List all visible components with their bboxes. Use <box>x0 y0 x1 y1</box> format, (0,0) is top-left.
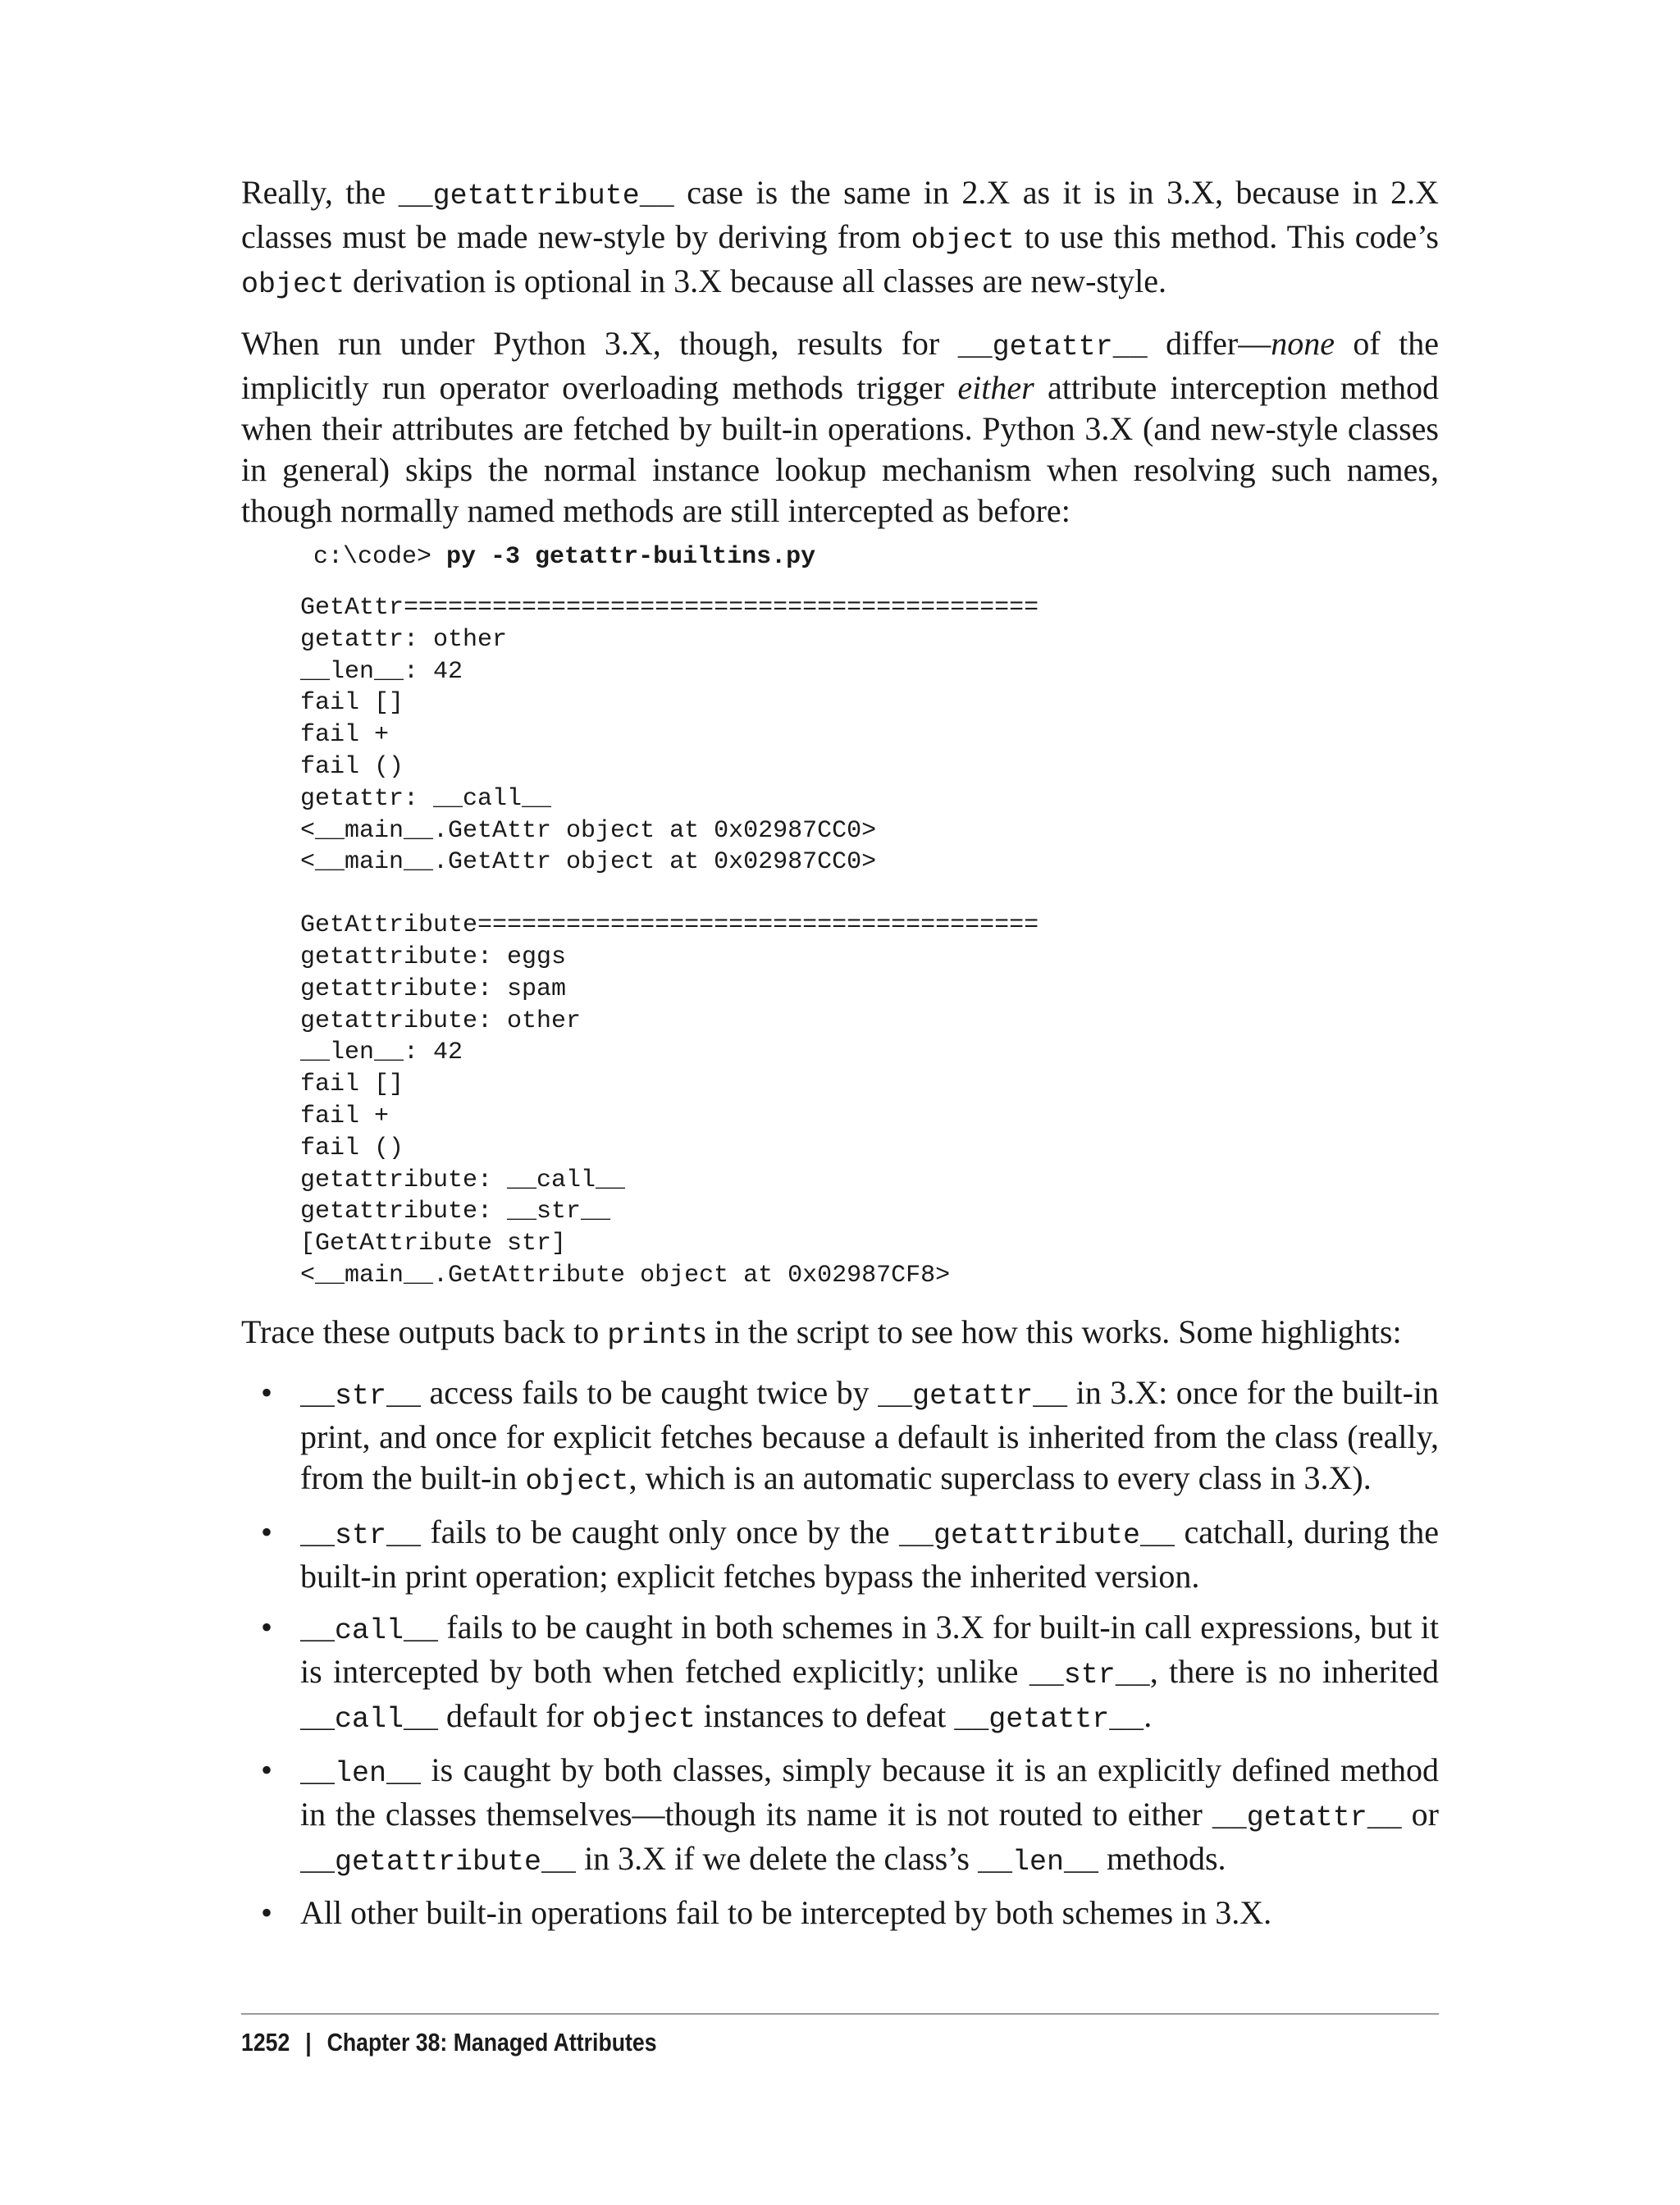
text-run: Really, the <box>241 174 399 211</box>
text-run: . <box>1144 1696 1153 1734</box>
bullet-icon: • <box>261 1608 273 1646</box>
inline-code: __getattribute__ <box>398 180 674 212</box>
inline-code: __getattribute__ <box>300 1845 577 1879</box>
list-item <box>241 1372 1439 1502</box>
text-run: is caught by both classes, simply because it is an explicitly defined method in the classes themselves—though its name it is not routed to either <box>300 1751 1439 1833</box>
text-run: catchall, during the built-in print operation; explicit fetches bypass the inherited version. <box>300 1513 1440 1595</box>
text-run: fails to be caught only once by the <box>421 1513 899 1550</box>
text-run: differ— <box>1147 325 1271 362</box>
page-number: 1252 <box>241 2028 290 2057</box>
text-run: , there is no inherited <box>1149 1652 1439 1690</box>
highlights-list <box>241 1372 1439 1933</box>
text-run: fails to be caught in both schemes in 3.X for built-in call expressions, but it is intercepted by both when fetched explicitly; unlike <box>300 1608 1439 1690</box>
command-text: py -3 getattr-builtins.py <box>446 543 816 571</box>
page-body <box>241 172 1439 1943</box>
text-run: of the implicitly run operator overloading methods trigger <box>241 325 1440 406</box>
paragraph-python3-results <box>241 323 1439 532</box>
inline-code: __call__ <box>300 1614 439 1647</box>
emphasis: either <box>957 369 1034 406</box>
command-prompt: c:\code> <box>313 543 447 571</box>
list-item <box>241 1750 1439 1883</box>
text-run: to use this method. This code’s <box>1014 218 1439 255</box>
text-run: s in the script to see how this works. Some highlights: <box>693 1312 1402 1350</box>
inline-code: __getattr__ <box>878 1379 1068 1413</box>
output-getattribute-block: GetAttribute====================================== getattribute: eggs getattribute: spam getattribute: other __len__: 42 fail [] fail + fail () getattribute: __call__ getattribute: __str__ [GetAttribute str] <__main__.GetAttribute object at 0x02987CF8> <box>300 911 1039 1290</box>
text-run: or <box>1401 1795 1439 1833</box>
inline-code: __str__ <box>300 1518 422 1552</box>
inline-code: __str__ <box>300 1379 422 1413</box>
text-run: All other built-in operations fail to be intercepted by both schemes in 3.X. <box>300 1893 1272 1931</box>
text-run: When run under Python 3.X, though, results for <box>241 325 958 362</box>
bullet-icon: • <box>261 1373 273 1411</box>
text-run: case is the same in 2.X as it is in 3.X, because in 2.X classes must be made new-style by deriving from <box>241 174 1439 255</box>
text-run: methods. <box>1098 1839 1226 1877</box>
output-getattr-block: GetAttr=========================================== getattr: other __len__: 42 fail [] fail + fail () getattr: __call__ <__main__.GetAttr object at 0x02987CC0> <__main__.GetAttr object at 0x02987CC0> <box>300 594 1039 877</box>
inline-code: __call__ <box>300 1702 439 1736</box>
bullet-icon: • <box>261 1513 273 1550</box>
inline-code: __str__ <box>1029 1658 1150 1691</box>
inline-code: __getattr__ <box>1212 1801 1402 1834</box>
inline-code: __len__ <box>977 1845 1098 1879</box>
inline-code: object <box>525 1464 629 1498</box>
text-run: default for <box>438 1696 592 1734</box>
text-run: attribute interception method when their attributes are fetched by built-in operations. Python 3.X (and new-style classes in general) skips the normal instance lookup mechanism when resolving such names, though normally named methods are still intercepted as before: <box>241 369 1439 529</box>
emphasis: none <box>1271 325 1335 362</box>
inline-code: __len__ <box>300 1756 422 1790</box>
list-item <box>241 1607 1439 1740</box>
inline-code: object <box>911 224 1015 257</box>
text-run: instances to defeat <box>695 1696 955 1734</box>
inline-code: print <box>607 1318 694 1352</box>
text-run: , which is an automatic superclass to every class in 3.X). <box>628 1459 1372 1496</box>
text-run: access fails to be caught twice by <box>421 1373 879 1411</box>
text-run: derivation is optional in 3.X because all classes are new-style. <box>345 262 1166 299</box>
text-run: in 3.X: once for the built-in print, and once for explicit fetches because a default is inherited from the class (really, from the built-in <box>300 1373 1439 1496</box>
list-item <box>241 1512 1439 1597</box>
command-line <box>313 541 1439 573</box>
list-item <box>241 1892 1439 1933</box>
paragraph-trace-outputs <box>241 1312 1439 1356</box>
chapter-title: Chapter 38: Managed Attributes <box>326 2028 657 2057</box>
page-footer <box>241 2026 657 2059</box>
footer-divider <box>241 2013 1439 2015</box>
inline-code: __getattr__ <box>954 1702 1144 1736</box>
footer-separator: | <box>305 2028 312 2057</box>
paragraph-getattribute-note <box>241 172 1439 305</box>
text-run: in 3.X if we delete the class’s <box>576 1839 978 1877</box>
inline-code: object <box>241 268 345 301</box>
inline-code: object <box>591 1702 696 1736</box>
inline-code: __getattr__ <box>957 331 1148 363</box>
inline-code: __getattribute__ <box>898 1518 1175 1552</box>
text-run: Trace these outputs back to <box>241 1312 608 1350</box>
bullet-icon: • <box>261 1751 273 1788</box>
bullet-icon: • <box>261 1893 273 1931</box>
